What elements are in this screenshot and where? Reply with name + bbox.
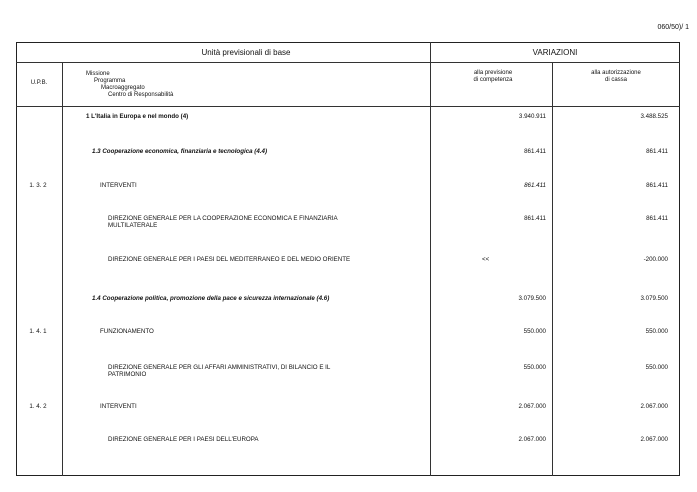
row-10-text: DIREZIONE GENERALE PER I PAESI DELL'EUROPA bbox=[108, 436, 259, 443]
row-5-cassa: -200.000 bbox=[643, 256, 668, 263]
row-1-competenza: 3.940.911 bbox=[518, 113, 546, 120]
row-10-cassa: 2.067.000 bbox=[640, 436, 668, 443]
header-programma: Programma bbox=[94, 78, 126, 84]
header-competenza bbox=[440, 70, 546, 84]
row-9-text: INTERVENTI bbox=[100, 403, 137, 410]
col-divider-variazioni bbox=[430, 42, 431, 476]
header-missione: Missione bbox=[86, 71, 110, 77]
header-cassa-line2: di cassa bbox=[604, 77, 627, 83]
row-4-competenza: 861.411 bbox=[524, 215, 546, 222]
row-6-cassa: 3.079.500 bbox=[640, 295, 668, 302]
row-7-cassa: 550.000 bbox=[645, 328, 668, 335]
row-7-upb: 1. 4. 1 bbox=[29, 328, 47, 335]
header-divider-top bbox=[16, 62, 680, 63]
row-8-text: DIREZIONE GENERALE PER GLI AFFARI AMMINISTRATIVI, DI BILANCIO E IL PATRIMONIO bbox=[108, 364, 331, 378]
row-8-competenza: 550.000 bbox=[523, 364, 546, 371]
header-centro: Centro di Responsabilità bbox=[108, 92, 174, 98]
row-3-cassa: 861.411 bbox=[646, 182, 668, 189]
row-2-cassa: 861.411 bbox=[646, 148, 668, 155]
upb-header: U.P.B. bbox=[30, 80, 48, 86]
row-10-competenza: 2.067.000 bbox=[518, 436, 546, 443]
row-7-competenza: 550.000 bbox=[523, 328, 546, 335]
header-cassa-line1: alla autorizzazione bbox=[591, 70, 641, 76]
row-3-upb: 1. 3. 2 bbox=[29, 182, 47, 189]
row-8-cassa: 550.000 bbox=[645, 364, 668, 371]
header-competenza-line2: di competenza bbox=[473, 77, 513, 83]
page-code: 060/50)/ 1 bbox=[657, 24, 689, 31]
row-6-competenza: 3.079.500 bbox=[518, 295, 546, 302]
header-macroaggregato: Macroaggregato bbox=[101, 85, 145, 91]
row-5-competenza: << bbox=[482, 256, 490, 263]
col-divider-upb bbox=[62, 62, 63, 476]
row-2-competenza: 861.411 bbox=[524, 148, 546, 155]
row-7-text: FUNZIONAMENTO bbox=[100, 328, 154, 335]
header-divider-bottom bbox=[16, 106, 680, 107]
row-1-text: 1 L'Italia in Europa e nel mondo (4) bbox=[86, 113, 189, 120]
unita-previsionali-title: Unità previsionali di base bbox=[201, 48, 291, 57]
row-1-cassa: 3.488.525 bbox=[640, 113, 668, 120]
row-6-text: 1.4 Cooperazione politica, promozione della pace e sicurezza internazionale (4.6) bbox=[92, 295, 330, 302]
row-2-text: 1.3 Cooperazione economica, finanziaria e tecnologica (4.4) bbox=[92, 148, 268, 155]
row-3-text: INTERVENTI bbox=[100, 182, 137, 189]
row-4-cassa: 861.411 bbox=[646, 215, 668, 222]
row-3-competenza: 861.411 bbox=[524, 182, 546, 189]
row-9-cassa: 2.067.000 bbox=[640, 403, 668, 410]
col-divider-cassa bbox=[552, 62, 553, 476]
header-cassa bbox=[560, 70, 672, 84]
row-9-competenza: 2.067.000 bbox=[518, 403, 546, 410]
variazioni-title: VARIAZIONI bbox=[532, 48, 578, 57]
row-5-text: DIREZIONE GENERALE PER I PAESI DEL MEDITERRANEO E DEL MEDIO ORIENTE bbox=[108, 256, 351, 263]
header-competenza-line1: alla previsione bbox=[473, 70, 513, 76]
row-9-upb: 1. 4. 2 bbox=[29, 403, 47, 410]
row-4-text: DIREZIONE GENERALE PER LA COOPERAZIONE ECONOMICA E FINANZIARIA MULTILATERALE bbox=[108, 215, 338, 229]
